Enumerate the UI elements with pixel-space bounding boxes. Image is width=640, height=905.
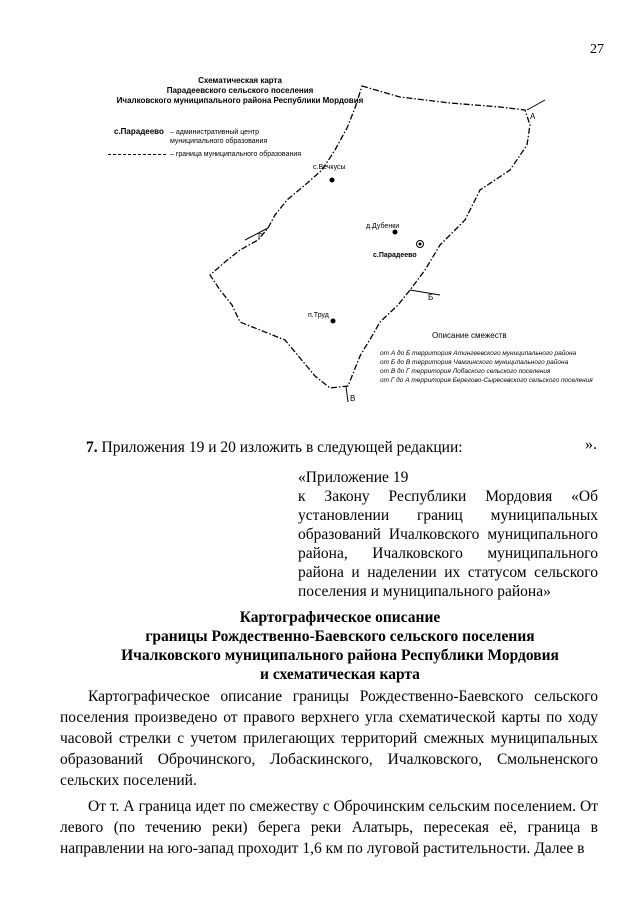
adjacency-item: от Г до А территория Берегово-Сыресевского сельского поселения [380,377,593,384]
point-v-tick [346,386,348,402]
heading-line: Картографическое описание [239,609,441,626]
page-number: 27 [590,42,604,57]
heading-line: границы Рождественно-Баевского сельского поселения [145,628,535,645]
section-heading [60,608,620,684]
point-g-label: Г [258,232,263,241]
vechkusy-marker [330,178,335,183]
point-g-tick [245,228,268,240]
legend-settlement: с.Парадеево [114,127,164,136]
adjacency-list [380,349,593,385]
adjacency-item: от А до Б территория Атингеевского муниципального района [380,350,577,357]
adjacency-item: от В до Г территория Лобаского сельского поселения [380,368,551,375]
legend-border-label: – граница муниципального образования [170,151,302,158]
map-title-line: Парадеевского сельского поселения [166,86,314,95]
point-b-label: Б [428,293,434,302]
paragraph-1: Картографическое описание границы Рождественно-Баевского сельского поселения произведено от правого верхнего угла схематической карты по ходу часовой стрелки с учетом прилегающих территорий смежных муниципальных образований Оброчинского, Лобаскинского, Ичалковского, Смольненского сельских поселений. [60,688,598,789]
dubenki-marker [393,230,398,235]
place-vechkusy: с.Вечкусы [313,164,346,171]
point-a-tick [527,100,545,110]
annex-body: к Закону Республики Мордовия «Об установлении границ муниципальных образований Ичалковского муниципального района, Ичалковского муниципального района и наделении их статусом сельского поселения и муниципального района» [298,488,598,600]
place-trud: п.Труд [308,312,329,319]
legend-center-line: муниципального образования [170,138,268,145]
place-dubenki: д.Дубенки [366,223,400,230]
annex-header [298,468,598,601]
map-title-line: Ичалковского муниципального района Республики Мордовия [116,96,364,105]
trud-marker [331,319,336,324]
place-paradeevo: с.Парадеево [373,252,417,259]
adjacency-item: от Б до В территория Чамзинского муниципального района [380,359,569,366]
point-b-tick [410,290,440,295]
item-7 [86,439,463,457]
legend-center-line: – административный центр [170,129,260,136]
item-7-number: 7. [86,439,98,456]
point-a-label: А [530,112,536,121]
paragraph-2: От т. А граница идет по смежеству с Оброчинским сельским поселением. От левого (по течению реки) берега реки Алатырь, пересекая её, граница в направлении на юго-запад проходит 1,6 км по луговой растительности. Далее в [60,798,598,857]
annex-title: «Приложение 19 [298,469,409,486]
adjacency-title: Описание смежеств [432,331,507,340]
map-title-line: Схематическая карта [198,76,282,85]
point-v-label: В [350,394,356,403]
heading-line: Ичалковского муниципального района Республики Мордовия [121,647,559,664]
closing-quote: ». [585,436,597,453]
item-7-text: Приложения 19 и 20 изложить в следующей редакции: [101,439,463,456]
heading-line: и схематическая карта [260,666,420,683]
